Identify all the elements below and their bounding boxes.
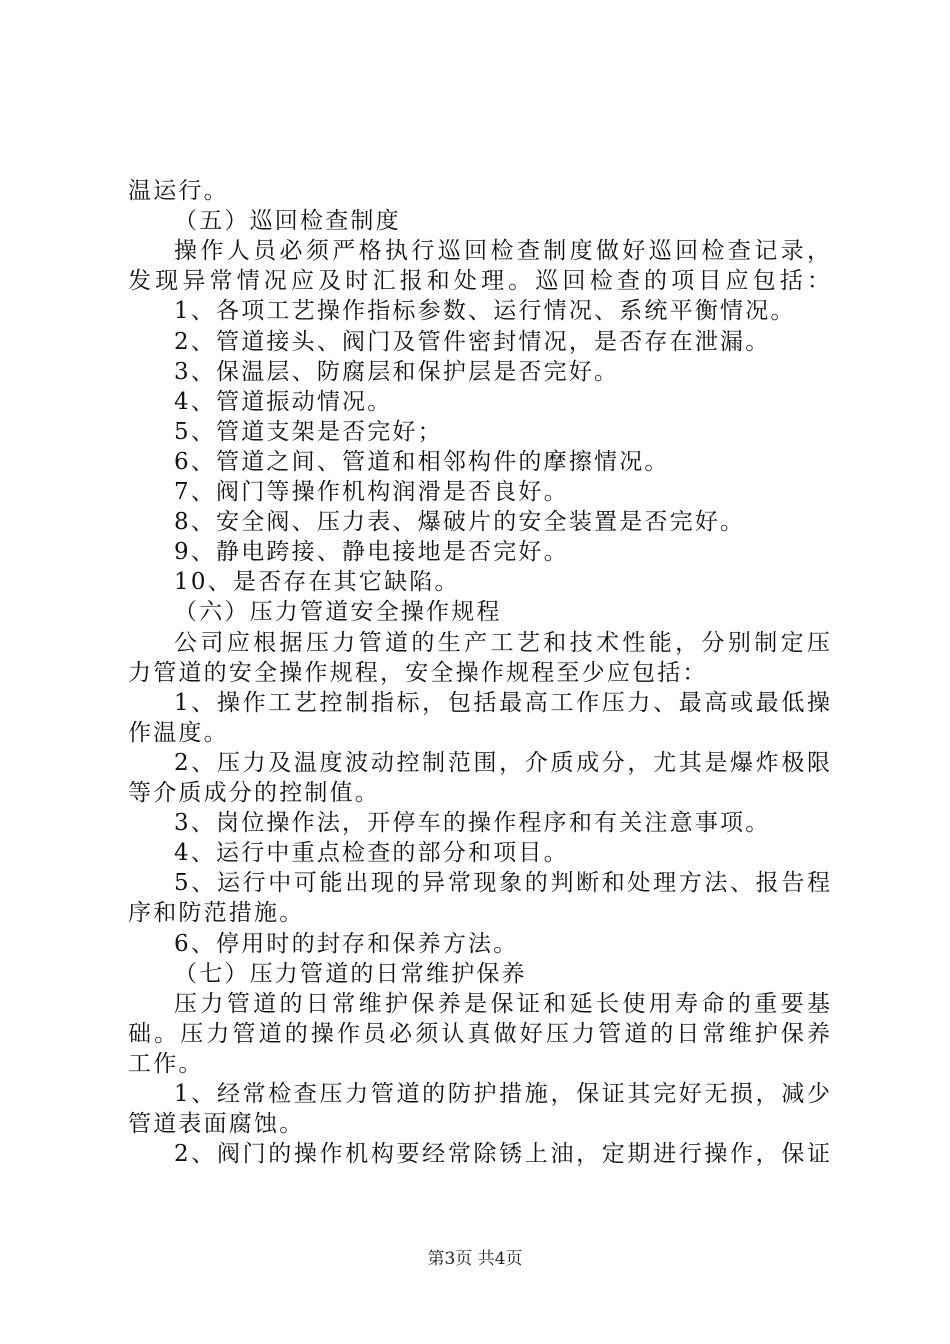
text-line: 管道表面腐蚀。 xyxy=(128,1111,305,1138)
text-line: 4、管道振动情况。 xyxy=(174,388,393,415)
text-line: 2、管道接头、阀门及管件密封情况，是否存在泄漏。 xyxy=(174,328,771,355)
text-line: 础。压力管道的操作员必须认真做好压力管道的日常维护保养 xyxy=(128,1020,830,1047)
text-line: （五）巡回检查制度 xyxy=(174,208,401,235)
text-line: 压力管道的日常维护保养是保证和延长使用寿命的重要基 xyxy=(174,990,830,1017)
text-line: 1、操作工艺控制指标，包括最高工作压力、最高或最低操 xyxy=(174,689,830,716)
text-line: 4、运行中重点检查的部分和项目。 xyxy=(174,840,569,867)
text-line: 2、阀门的操作机构要经常除锈上油，定期进行操作，保证 xyxy=(174,1141,830,1168)
text-line: 作温度。 xyxy=(128,719,229,746)
text-line: 6、停用时的封存和保养方法。 xyxy=(174,930,519,957)
text-line: 1、各项工艺操作指标参数、运行情况、系统平衡情况。 xyxy=(174,298,796,325)
text-line: 8、安全阀、压力表、爆破片的安全装置是否完好。 xyxy=(174,509,746,536)
text-line: 10、是否存在其它缺陷。 xyxy=(174,569,460,596)
text-line: 3、保温层、防腐层和保护层是否完好。 xyxy=(174,358,620,385)
text-line: 6、管道之间、管道和相邻构件的摩擦情况。 xyxy=(174,448,670,475)
text-line: 3、岗位操作法，开停车的操作程序和有关注意事项。 xyxy=(174,810,771,837)
text-line: 发现异常情况应及时汇报和处理。巡回检查的项目应包括： xyxy=(128,268,830,295)
text-line: 5、运行中可能出现的异常现象的判断和处理方法、报告程 xyxy=(174,870,830,897)
page-footer: 第3页 共4页 xyxy=(427,1249,523,1269)
text-line: 1、经常检查压力管道的防护措施，保证其完好无损，减少 xyxy=(174,1081,830,1107)
text-line: 操作人员必须严格执行巡回检查制度做好巡回检查记录， xyxy=(174,238,830,265)
text-line: 力管道的安全操作规程，安全操作规程至少应包括： xyxy=(128,659,708,686)
text-line: 7、阀门等操作机构润滑是否良好。 xyxy=(174,479,569,505)
text-line: 2、压力及温度波动控制范围，介质成分，尤其是爆炸极限 xyxy=(174,749,830,776)
text-line: 公司应根据压力管道的生产工艺和技术性能，分别制定压 xyxy=(174,629,830,656)
text-line: 工作。 xyxy=(128,1050,204,1077)
text-line: （七）压力管道的日常维护保养 xyxy=(174,960,527,987)
text-line: 温运行。 xyxy=(128,178,229,204)
text-line: 9、静电跨接、静电接地是否完好。 xyxy=(174,539,569,566)
text-line: 等介质成分的控制值。 xyxy=(128,780,380,806)
text-line: 5、管道支架是否完好； xyxy=(174,418,443,445)
text-line: 序和防范措施。 xyxy=(128,900,305,927)
text-line: （六）压力管道安全操作规程 xyxy=(174,599,502,626)
